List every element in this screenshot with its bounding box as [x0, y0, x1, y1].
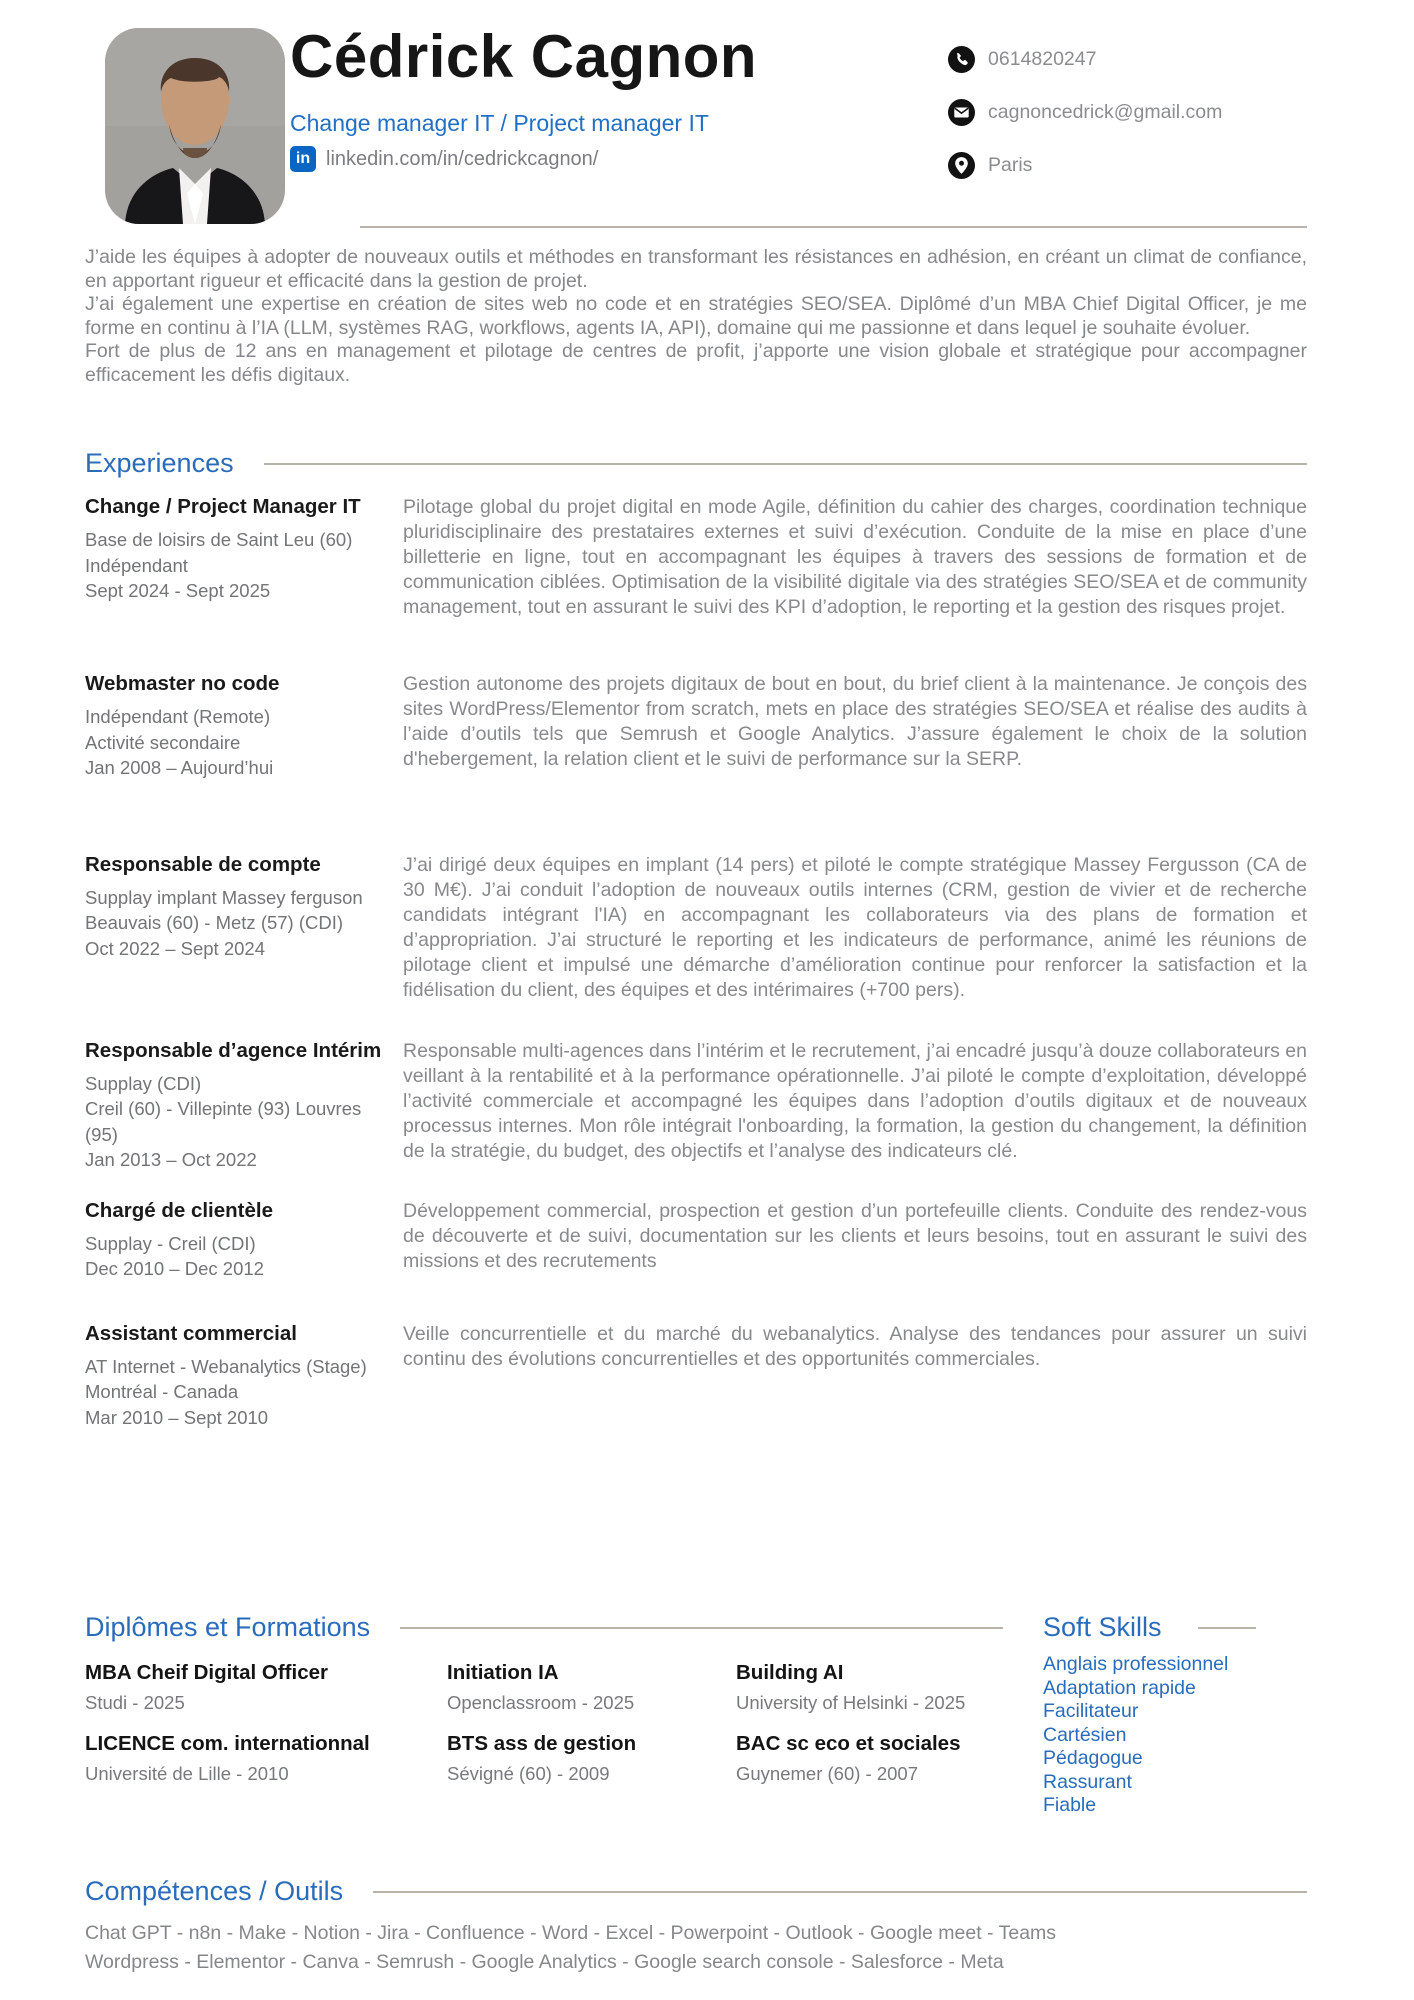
degree-title: BAC sc eco et sociales	[736, 1732, 961, 1755]
job-detail: Sept 2024 - Sept 2025	[85, 580, 271, 601]
degree-title: LICENCE com. internationnal	[85, 1732, 370, 1755]
job-detail: AT Internet - Webanalytics (Stage)	[85, 1355, 367, 1377]
section-divider	[1198, 1627, 1256, 1629]
tools-section-title: Compétences / Outils	[85, 1876, 344, 1906]
experiences-section-title: Experiences	[85, 448, 234, 478]
degree-school: Sévigné (60) - 2009	[447, 1763, 610, 1784]
education-header	[85, 1612, 1003, 1643]
soft-skill-item: Pédagogue	[1043, 1747, 1143, 1769]
job-title: Assistant commercial	[85, 1321, 297, 1345]
education-item	[85, 1732, 447, 1785]
location-text: Paris	[988, 154, 1033, 176]
email-address: cagnoncedrick@gmail.com	[988, 101, 1223, 123]
job-description: J’ai dirigé deux équipes en implant (14 pers) et piloté le compte stratégique Massey Fergusson (CA de 30 M€). J’ai conduit l’adoption de nouveaux outils internes (CRM, gestion de vivier et de recherche candidats intégrant l'IA) en accompagnant les collaborateurs via des plans de formation et d’appropriation. J’ai structuré le reporting et les indicateurs de performance, animé les réunions de pilotage client et impulsé une démarche d’amélioration continue pour renforcer la satisfaction et la fidélisation du client, des équipes et des intérimaires (+700 pers).	[403, 853, 1307, 1001]
education-grid	[85, 1661, 1003, 1785]
soft-skills-section-title: Soft Skills	[1043, 1612, 1162, 1642]
degree-school: Guynemer (60) - 2007	[736, 1763, 919, 1784]
degree-title: MBA Cheif Digital Officer	[85, 1661, 328, 1684]
phone-number: 0614820247	[988, 48, 1097, 70]
section-divider	[400, 1627, 1003, 1629]
education-section	[85, 1612, 1043, 1818]
job-detail: Montréal - Canada	[85, 1381, 239, 1402]
education-and-softskills	[85, 1612, 1307, 1818]
section-divider	[264, 463, 1307, 465]
soft-skill-item: Cartésien	[1043, 1723, 1127, 1746]
degree-school: Université de Lille - 2010	[85, 1763, 289, 1784]
candidate-title: Change manager IT / Project manager IT	[290, 110, 709, 136]
experience-entry	[85, 853, 1307, 1003]
summary-paragraph: J’aide les équipes à adopter de nouveaux outils et méthodes en transformant les résistances en adhésion, en créant un climat de confiance, en apportant rigueur et efficacité dans la gestion de projet.	[85, 246, 1307, 292]
job-detail: Jan 2008 – Aujourd’hui	[85, 757, 274, 778]
job-title: Chargé de clientèle	[85, 1198, 273, 1222]
job-detail: Activité secondaire	[85, 731, 241, 753]
job-meta	[85, 495, 403, 620]
education-item	[447, 1661, 736, 1714]
profile-summary	[85, 246, 1307, 388]
job-description: Développement commercial, prospection et gestion d’un portefeuille clients. Conduite des rendez-vous de découverte et de suivi, documentation sur les clients et leurs besoins, tout en assurant le suivi des missions et des recrutements	[403, 1199, 1307, 1272]
section-divider	[373, 1891, 1307, 1893]
soft-skills-section	[1043, 1612, 1307, 1818]
email-icon	[948, 99, 975, 126]
education-item	[447, 1732, 736, 1785]
summary-paragraph: Fort de plus de 12 ans en management et pilotage de centres de profit, j’apporte une vision globale et stratégique pour accompagner efficacement les défis digitaux.	[85, 340, 1307, 386]
education-item	[736, 1661, 1003, 1714]
degree-school: Studi - 2025	[85, 1692, 185, 1713]
job-meta	[85, 1199, 403, 1282]
degree-title: Building AI	[736, 1661, 844, 1684]
location-pin-icon	[948, 152, 975, 179]
experience-entry	[85, 495, 1307, 620]
job-detail: Indépendant (Remote)	[85, 706, 271, 727]
education-item	[85, 1661, 447, 1714]
job-description: Veille concurrentielle et du marché du webanalytics. Analyse des tendances pour assurer un suivi continu des évolutions concurrentielles et des opportunités commerciales.	[403, 1322, 1307, 1370]
job-detail: Beauvais (60) - Metz (57) (CDI)	[85, 912, 344, 933]
education-section-title: Diplômes et Formations	[85, 1612, 371, 1642]
email-row	[948, 99, 1222, 126]
degree-title: BTS ass de gestion	[447, 1732, 637, 1755]
soft-skill-item: Facilitateur	[1043, 1700, 1139, 1722]
job-detail: Supplay - Creil (CDI)	[85, 1232, 256, 1254]
tools-line: Wordpress - Elementor - Canva - Semrush - Google Analytics - Google search console - Salesforce - Meta	[85, 1950, 1004, 1973]
job-meta	[85, 672, 403, 781]
experience-entry	[85, 1039, 1307, 1173]
job-title: Responsable d’agence Intérim	[85, 1038, 382, 1062]
experience-entry	[85, 1199, 1307, 1282]
candidate-name: Cédrick Cagnon	[290, 23, 758, 90]
profile-photo	[105, 28, 285, 224]
tools-section	[85, 1876, 1307, 1976]
tools-line: Chat GPT - n8n - Make - Notion - Jira - Confluence - Word - Excel - Powerpoint - Outlook - Google meet - Teams	[85, 1922, 1057, 1944]
profile-photo-image	[105, 28, 285, 224]
job-title: Responsable de compte	[85, 852, 321, 876]
job-description: Pilotage global du projet digital en mode Agile, définition du cahier des charges, coordination technique pluridisciplinaire des prestataires externes et suivi d’exécution. Conduite de la mise en place d’une billetterie en ligne, tout en accompagnant les équipes à travers des sessions de formation et de communication ciblées. Optimisation de la visibilité digitale via des stratégies SEO/SEA et de community management, tout en assurant le suivi des KPI d’adoption, le reporting et la gestion des risques projet.	[403, 496, 1307, 618]
linkedin-url[interactable]: linkedin.com/in/cedrickcagnon/	[326, 147, 599, 170]
header-divider	[360, 226, 1307, 228]
tools-list	[85, 1919, 1307, 1976]
job-detail: Oct 2022 – Sept 2024	[85, 937, 265, 959]
soft-skill-item: Adaptation rapide	[1043, 1676, 1196, 1699]
experience-entry	[85, 1322, 1307, 1431]
job-title: Webmaster no code	[85, 672, 280, 695]
soft-skill-item: Fiable	[1043, 1794, 1097, 1816]
experiences-header	[85, 448, 1307, 479]
job-description: Responsable multi-agences dans l’intérim et le recrutement, j’ai encadré jusqu’à douze collaborateurs en veillant à la rentabilité et à la performance opérationnelle. J’ai piloté le compte d’exploitation, développé l’activité commerciale et accompagné les équipes dans l’adoption d’outils digitaux et de nouveaux processus internes. Mon rôle intégrait l'onboarding, la formation, la gestion du changement, la définition de la stratégie, du budget, des objectifs et l’analyse des indicateurs clé.	[403, 1039, 1307, 1162]
soft-skills-list	[1043, 1653, 1307, 1818]
soft-skill-item: Anglais professionnel	[1043, 1653, 1229, 1675]
job-description: Gestion autonome des projets digitaux de bout en bout, du brief client à la maintenance. Je conçois des sites WordPress/Elementor from scratch, mets en place des stratégies SEO/SEA et réalise des audits à l’aide d’outils tels que Semrush et Google Analytics. J’assure également le choix de la solution d'hebergement, la relation client et le suivi de performance sur la SERP.	[403, 673, 1307, 770]
tools-header	[85, 1876, 1307, 1907]
degree-school: Openclassroom - 2025	[447, 1692, 635, 1713]
job-detail: Base de loisirs de Saint Leu (60)	[85, 529, 353, 550]
job-detail: Creil (60) - Villepinte (93) Louvres (95)	[85, 1098, 362, 1145]
job-detail: Indépendant	[85, 554, 188, 576]
job-meta	[85, 1039, 403, 1173]
experiences-section	[85, 448, 1307, 1430]
experience-entry	[85, 672, 1307, 781]
linkedin-row	[290, 146, 598, 172]
job-detail: Supplay (CDI)	[85, 1072, 202, 1094]
location-row	[948, 152, 1032, 179]
linkedin-icon: in	[290, 146, 316, 172]
job-detail: Jan 2013 – Oct 2022	[85, 1149, 257, 1170]
job-detail: Mar 2010 – Sept 2010	[85, 1406, 269, 1428]
soft-skills-header	[1043, 1612, 1307, 1643]
job-meta	[85, 853, 403, 1003]
degree-school: University of Helsinki - 2025	[736, 1692, 966, 1713]
summary-paragraph: J’ai également une expertise en création de sites web no code et en stratégies SEO/SEA. Diplômé d’un MBA Chief Digital Officer, je me forme en continu à l’IA (LLM, systèmes RAG, workflows, agents IA, API), domaine qui me passionne et dans lequel je souhaite évoluer.	[85, 293, 1307, 339]
soft-skill-item: Rassurant	[1043, 1770, 1132, 1793]
job-title: Change / Project Manager IT	[85, 495, 361, 518]
job-detail: Dec 2010 – Dec 2012	[85, 1258, 264, 1279]
degree-title: Initiation IA	[447, 1661, 559, 1684]
phone-row	[948, 46, 1096, 73]
job-detail: Supplay implant Massey ferguson	[85, 886, 363, 908]
phone-icon	[948, 46, 975, 73]
job-meta	[85, 1322, 403, 1431]
education-item	[736, 1732, 1003, 1785]
